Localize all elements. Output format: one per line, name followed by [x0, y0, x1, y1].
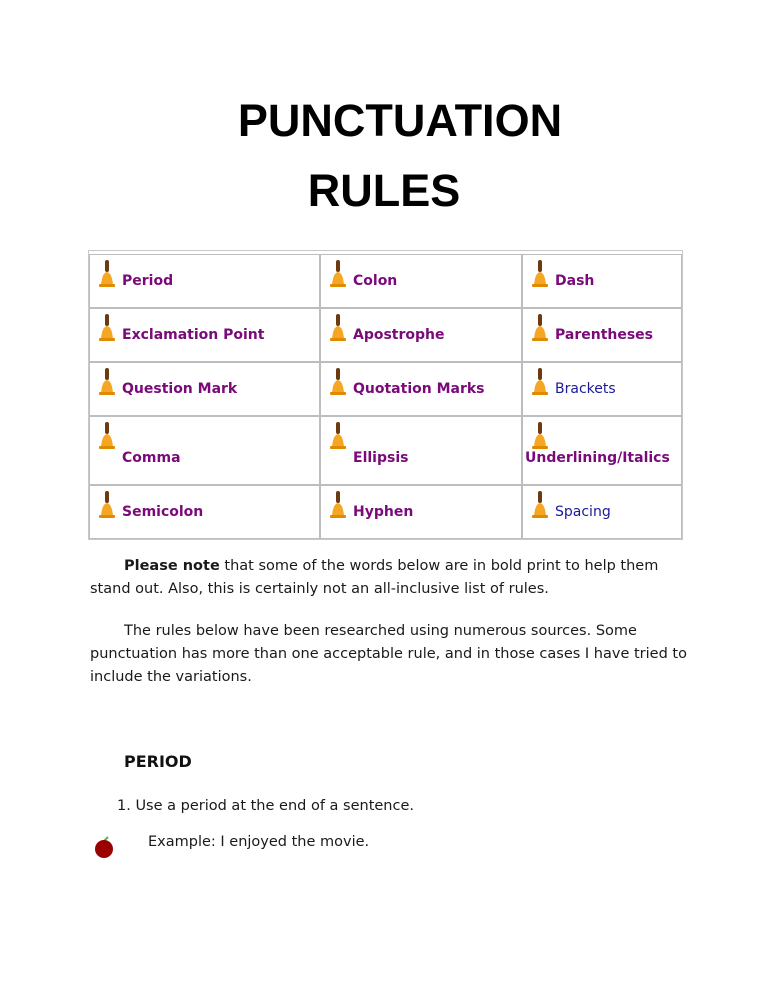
- table-cell: [522, 416, 682, 485]
- topic-link[interactable]: [525, 450, 670, 466]
- title-line-2: RULES: [307, 165, 461, 216]
- topic-link[interactable]: [555, 504, 611, 520]
- sources-paragraph: The rules below have been researched using numerous sources. Some punctuation has more than one acceptable rule, and in those cases I have tried to include the variations.: [90, 623, 687, 685]
- table-cell: [89, 485, 320, 539]
- topic-link-text[interactable]: Underlining/Italics: [525, 450, 670, 466]
- table-cell: [320, 362, 522, 416]
- topic-link-text[interactable]: Exclamation Point: [122, 327, 265, 343]
- bell-icon: [530, 259, 550, 289]
- topic-link[interactable]: [353, 273, 397, 289]
- bell-icon: [328, 421, 348, 451]
- topic-link[interactable]: [353, 450, 408, 466]
- note-bold: Please note: [124, 558, 220, 574]
- topic-link[interactable]: [353, 327, 445, 343]
- topic-link[interactable]: [555, 327, 653, 343]
- topic-link-text[interactable]: Semicolon: [122, 504, 204, 520]
- table-cell: [89, 362, 320, 416]
- table-cell: [320, 254, 522, 308]
- topic-link-text[interactable]: Question Mark: [122, 381, 238, 397]
- bell-icon: [328, 313, 348, 343]
- topic-link[interactable]: [353, 381, 485, 397]
- topic-link-text[interactable]: Dash: [555, 273, 595, 289]
- topic-link-text[interactable]: Spacing: [555, 504, 611, 520]
- note-text: that some of the words below are in bold print to help them stand out. Also, this is certainly not an all-inclusive list of rules.: [90, 558, 659, 597]
- bell-icon: [97, 259, 117, 289]
- topic-link-text[interactable]: Hyphen: [353, 504, 414, 520]
- bell-icon: [530, 421, 550, 451]
- table-cell: [522, 362, 682, 416]
- topic-link-text[interactable]: Brackets: [555, 381, 616, 397]
- example-1: Example: I enjoyed the movie.: [148, 834, 370, 850]
- topic-link[interactable]: [122, 327, 264, 343]
- bell-icon: [328, 367, 348, 397]
- topic-link[interactable]: [555, 381, 616, 397]
- topics-table: [88, 250, 683, 540]
- section-heading-period: PERIOD: [124, 752, 192, 771]
- topic-link-text[interactable]: Colon: [353, 273, 398, 289]
- table-cell: [89, 416, 320, 485]
- topic-link[interactable]: [555, 273, 594, 289]
- table-cell: [89, 308, 320, 362]
- topic-link[interactable]: [122, 273, 173, 289]
- table-cell: [320, 485, 522, 539]
- table-cell: [89, 254, 320, 308]
- title-line-1: PUNCTUATION: [237, 95, 563, 146]
- table-cell: [522, 308, 682, 362]
- topic-link[interactable]: [122, 450, 181, 466]
- topic-link[interactable]: [122, 381, 237, 397]
- bell-icon: [328, 490, 348, 520]
- topic-link-text[interactable]: Comma: [122, 450, 181, 466]
- topic-link-text[interactable]: Apostrophe: [353, 327, 445, 343]
- bell-icon: [97, 313, 117, 343]
- topic-link-text[interactable]: Ellipsis: [353, 450, 409, 466]
- rule-1: 1. Use a period at the end of a sentence.: [117, 798, 414, 814]
- topic-link-text[interactable]: Parentheses: [555, 327, 654, 343]
- topic-link-text[interactable]: Quotation Marks: [353, 381, 485, 397]
- apple-icon: [93, 835, 115, 859]
- bell-icon: [97, 367, 117, 397]
- note-paragraph: [90, 555, 690, 601]
- bell-icon: [97, 490, 117, 520]
- bell-icon: [530, 313, 550, 343]
- topic-link[interactable]: [353, 504, 413, 520]
- bell-icon: [97, 421, 117, 451]
- table-cell: [522, 485, 682, 539]
- topic-link[interactable]: [122, 504, 203, 520]
- bell-icon: [328, 259, 348, 289]
- bell-icon: [530, 367, 550, 397]
- table-cell: [320, 308, 522, 362]
- table-cell: [320, 416, 522, 485]
- bell-icon: [530, 490, 550, 520]
- table-cell: [522, 254, 682, 308]
- topic-link-text[interactable]: Period: [122, 273, 174, 289]
